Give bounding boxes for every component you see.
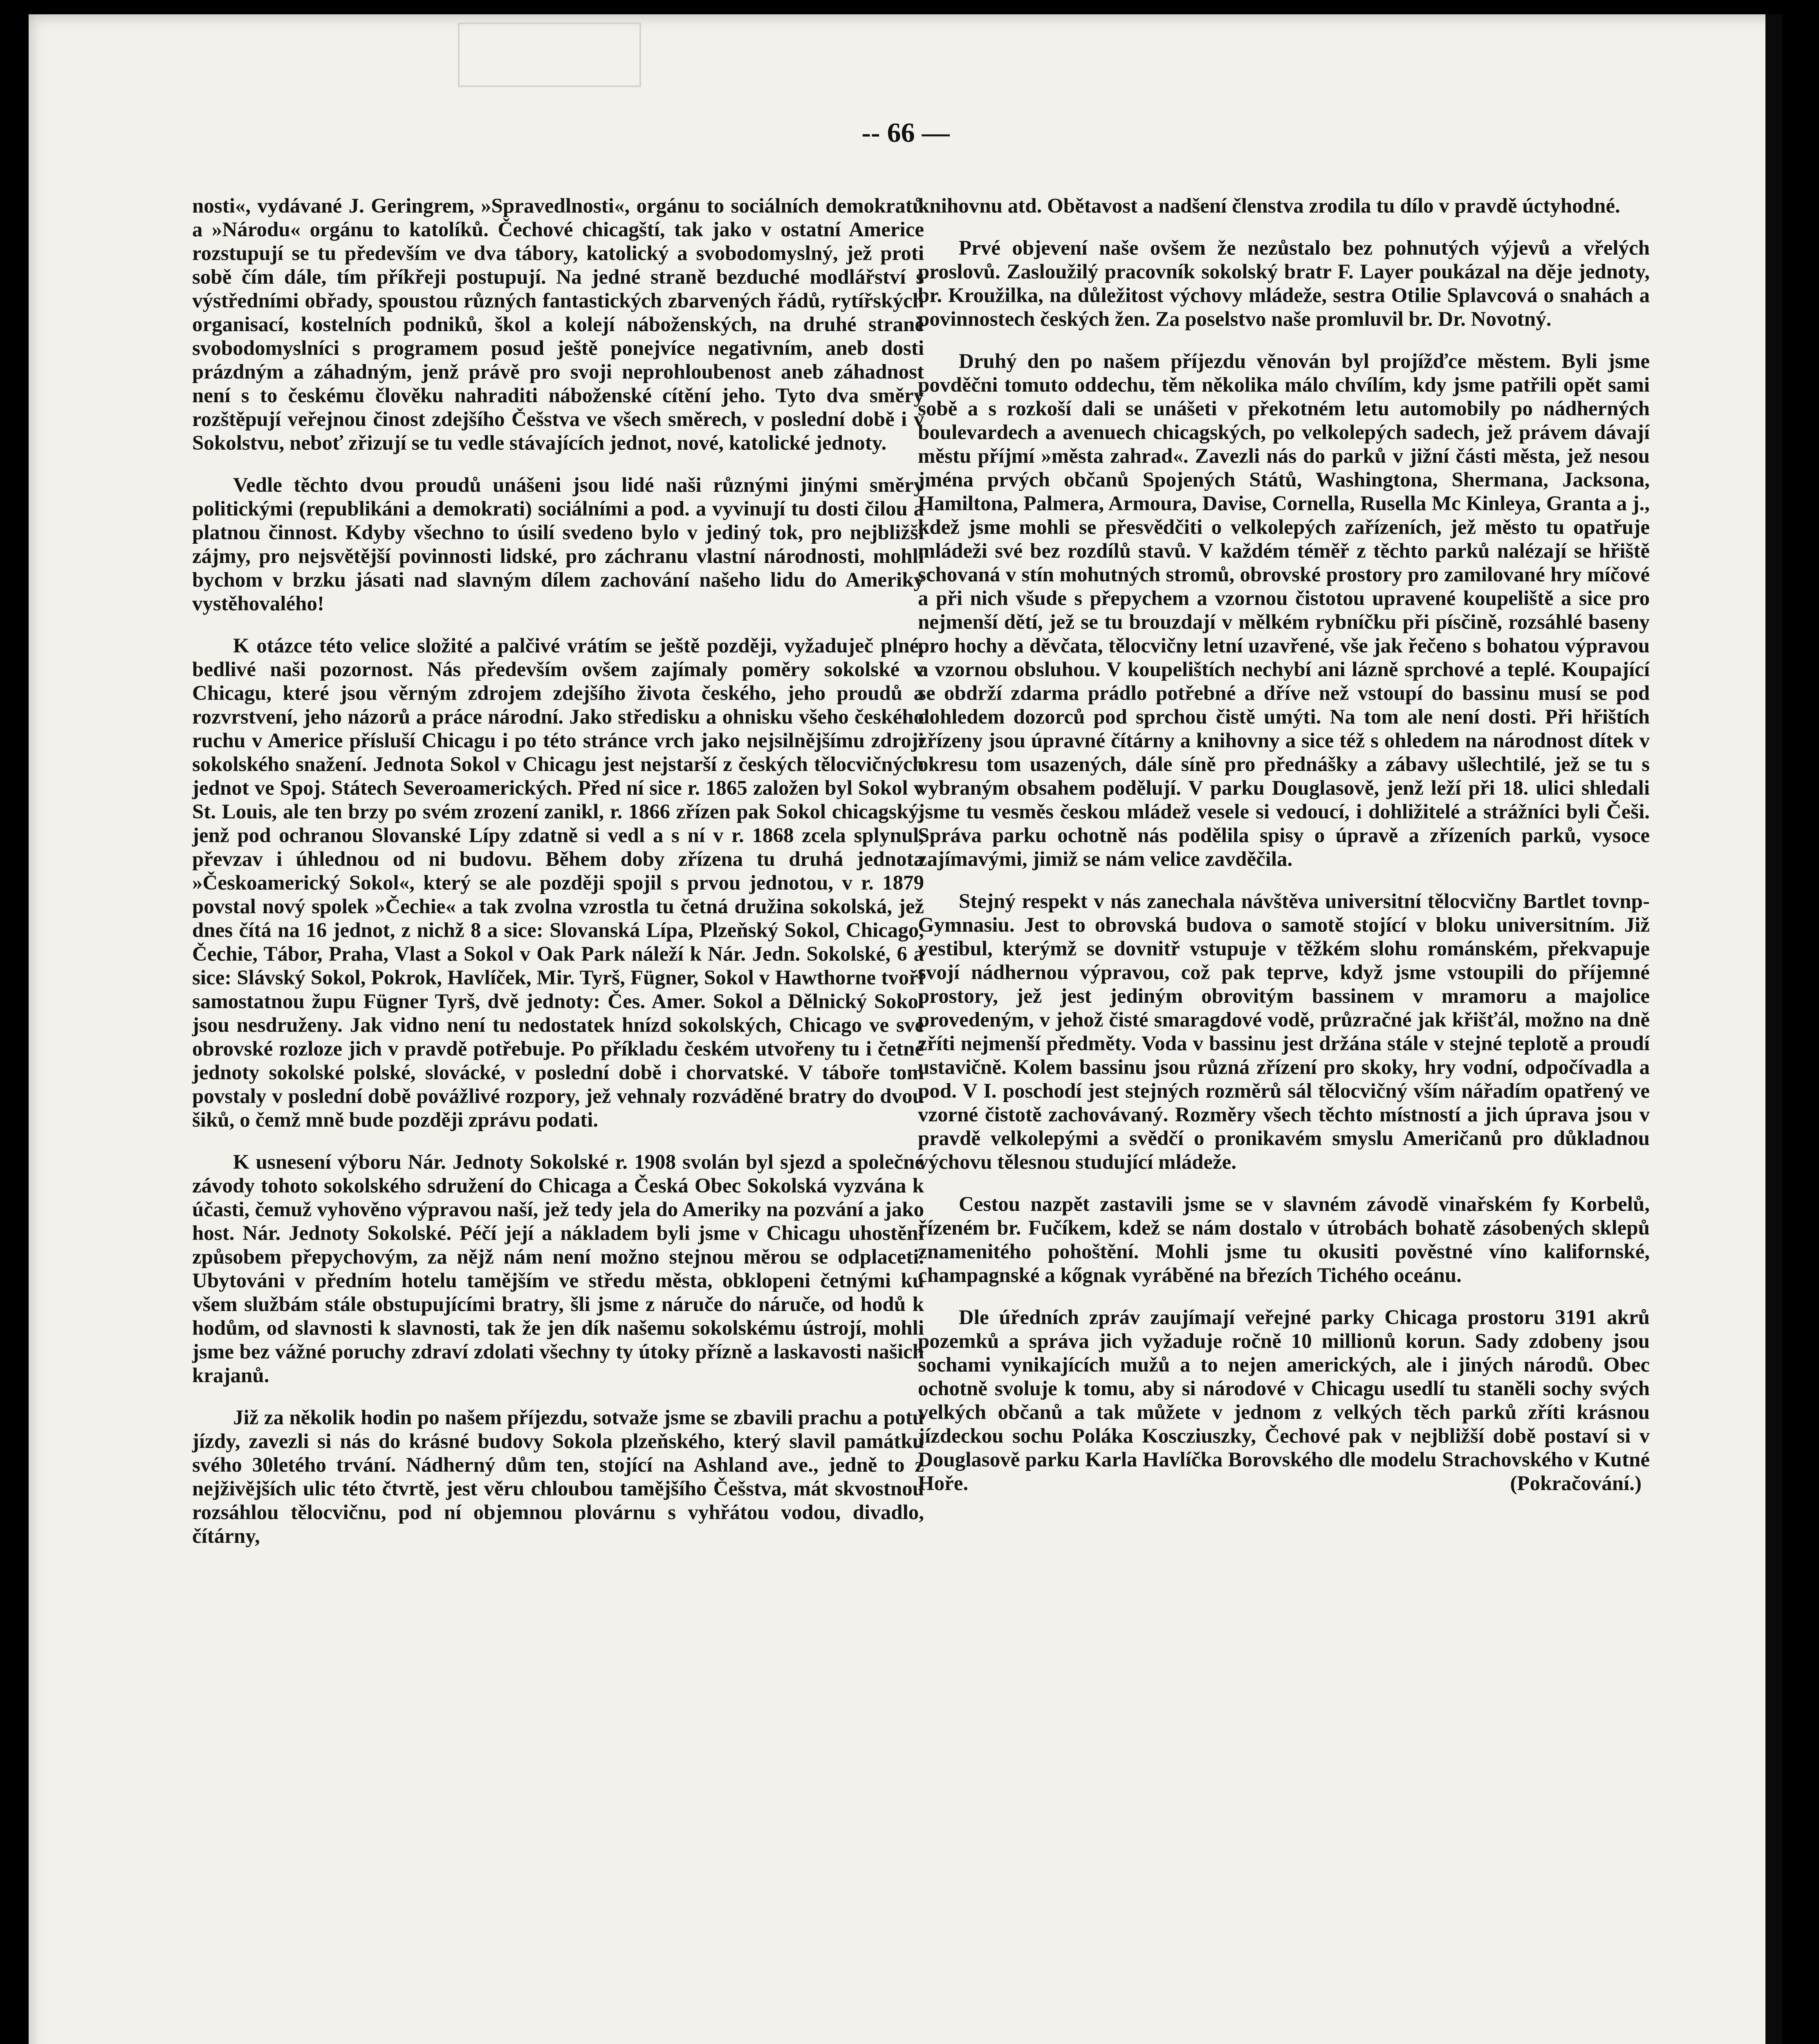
continuation-note: (Pokračování.) xyxy=(1510,1472,1642,1495)
document-page xyxy=(29,14,1783,2044)
paragraph: K usnesení výboru Nár. Jednoty Sokolské r. 1908 svolán byl sjezd a společné závody tohoto sokolského sdružení do Chicaga a Česká Obec Sokolská vyzvána k účasti, čemuž vyhověno výpravou naší, jež tedy jela do Ameriky na pozvání a jako host. Nár. Jednoty Sokolské. Péčí její a nákladem byli jsme v Chicagu uhostění způsobem přepychovým, za nějž nám není možno stejnou měrou se odplaceti. Ubytováni v předním hotelu tamějším ve středu města, obklopeni četnými ku všem službám stále obstupujícími bratry, šli jsme z náruče do náruče, od hodů k hodům, od slavnosti k slavnosti, tak že jen dík našemu sokolskému ústrojí, mohli jsme bez vážné poruchy zdraví zdolati všechny ty útoky přízně a laskavosti našich krajanů. xyxy=(192,1151,924,1387)
paragraph: knihovnu atd. Obětavost a nadšení členstva zrodila tu dílo v pravdě úctyhodné. xyxy=(918,195,1620,217)
paragraph: Cestou nazpět zastavili jsme se v slavném závodě vinařském fy Korbelů, řízeném br. Fučíkem, kdež se nám dostalo v útrobách bohatě zásobených sklepů znamenitého pohoštění. Mohli jsme tu okusiti pověstné víno kalifornské, champagnské a kőgnak vyráběné na březích Tichého oceánu. xyxy=(918,1193,1650,1287)
paragraph: Již za několik hodin po našem příjezdu, sotvaže jsme se zbavili prachu a potu jízdy, zavezli si nás do krásné budovy Sokola plzeňského, který slavil památku svého 30letého trvání. Nádherný dům ten, stojící na Ashland ave., jedně to z nejživějších ulic této čtvrtě, jest věru chloubou tamějšího Češstva, mát skvostnou rozsáhlou tělocvičnu, pod ní objemnou plovárnu s vyhřátou vodou, divadlo, čítárny, xyxy=(192,1406,924,1548)
paragraph: Vedle těchto dvou proudů unášeni jsou lidé naši různými jinými směry politickými (republikáni a demokrati) sociálními a pod. a vyvinují tu dosti čilou a platnou činnost. Kdyby všechno to úsilí svedeno bylo v jediný tok, pro nejbližší zájmy, pro nejsvětější povinnosti lidské, pro záchranu vlastní národnosti, mohli bychom v brzku jásati nad slavným dílem zachování našeho lidu do Ameriky vystěhovalého! xyxy=(192,474,924,615)
faded-stamp xyxy=(458,22,641,87)
paragraph: Druhý den po našem příjezdu věnován byl projížďce městem. Byli jsme povděčni tomuto oddechu, těm několika málo chvílím, kdy jsme patřili opět sami sobě a s rozkoší dali se unášeti v překotném letu automobily po nádherných boulevardech a avenuech chicagských, po velkolepých sadech, jež právem dávají městu příjmí »města zahrad«. Zavezli nás do parků v jižní části města, jež nesou jména prvých občanů Spojených Států, Washingtona, Shermana, Jacksona, Hamiltona, Palmera, Armoura, Davise, Cornella, Rusella Mc Kinleya, Granta a j., kdež jsme mohli se přesvědčiti o velkolepých zařízeních, jež město tu opatřuje mládeži své bez rozdílů stavů. V každém téměř z těchto parků nalézají se hřiště schovaná v stín mohutných stromů, obrovské prostory pro zamilované hry míčové a při nich všude s přepychem a vzornou čistotou upravené koupeliště a sice pro nejmenší dětí, jež se tu brouzdají v mělkém rybníčku při písčině, rozsáhlé baseny pro hochy a děvčata, tělocvičny letní uzavřené, vše jak řečeno s bohatou výpravou a vzornou obsluhou. V koupelištích nechybí ani lázně sprchové a teplé. Koupající se obdrží zdarma prádlo potřebné a dříve než vstoupí do bassinu musí se pod dohledem dozorců pod sprchou čistě umýti. Na tom ale není dosti. Při hřištích zřízeny jsou úpravné čítárny a knihovny a sice též s ohledem na národnost dítek v okresu tom usazených, dále síně pro přednášky a zábavy ušlechtilé, jež se tu s vybraným obsahem podělují. V parku Douglasově, jenž leží při 18. ulici shledali jsme tu vesměs českou mládež vesele si vedoucí, i dohližitelé a strážníci byli Češi. Správa parku ochotně nás podělila spisy o úpravě a zřízeních parků, vysoce zajímavými, jimiž se nám velice zavděčila. xyxy=(918,350,1650,871)
scan-edge xyxy=(1765,14,1783,2044)
paragraph xyxy=(918,1306,1650,1495)
paragraph: nosti«, vydávané J. Geringrem, »Spravedlnosti«, orgánu to sociálních demokratů a »Národu« orgánu to katolíků. Čechové chicagští, tak jako v ostatní Americe rozstupují se tu především ve dva tábory, katolický a svobodomyslný, jež proti sobě čím dále, tím příkřeji postupují. Na jedné straně bezduché modlářství s výstředními obřady, spoustou různých fantastických zbarvených řádů, rytířských organisací, kostelních podniků, škol a kolejí náboženských, na druhé straně svobodomyslníci s programem posud ještě ponejvíce negativním, aneb dosti prázdným a záhadným, jenž právě pro svoji neprohloubenost aneb záhadnost není s to českému člověku nahraditi náboženské cítění jeho. Tyto dva směry rozštěpují veřejnou činost zdejšího Češstva ve všech směrech, v poslední době i v Sokolstvu, neboť zřizují se tu vedle stávajících jednot, nové, katolické jednoty. xyxy=(192,195,924,455)
paragraph-text: Dle úředních zpráv zaujímají veřejné parky Chicaga prostoru 3191 akrů pozemků a správa jich vyžaduje ročně 10 millionů korun. Sady zdobeny jsou sochami vynikajících mužů a to nejen amerických, ale i jiných národů. Obec ochotně svoluje k tomu, aby si národové v Chicagu usedlí tu staněli sochy svých velkých občanů a tak můžete v jednom z velkých těch parků zříti krásnou jízdeckou sochu Poláka Koscziuszky, Čechové pak v nejbližší době postaví si v Douglasově parku Karla Havlíčka Borovského dle modelu Strachovského v Kutné Hoře. xyxy=(918,1306,1650,1495)
left-column xyxy=(192,194,924,1567)
page-number: -- 66 — xyxy=(861,117,950,148)
paragraph: Stejný respekt v nás zanechala návštěva universitní tělocvičny Bartlet tovnp-Gymnasiu. Jest to obrovská budova o samotě stojící v bloku universitním. Již vestibul, kterýmž se dovnitř vstupuje v těžkém slohu románském, překvapuje svojí nádhernou výpravou, což pak teprve, když jsme vstoupili do příjemné prostory, jež jest jediným obrovitým bassinem v mramoru a majolice provedeným, v jehož čisté smaragdové vodě, průzračné jak křišťál, možno na dně zříti nejmenší předměty. Voda v bassinu jest držána stále v stejné teplotě a proudí ustavičně. Kolem bassinu jsou různá zřízení pro skoky, hry vodní, odpočívadla a pod. V I. poschodí jest stejných rozměrů sál tělocvičný vším nářadím opatřený ve vzorné čistotě zachovávaný. Rozměry všech těchto místností a jich úprava jsou v pravdě velkolepými a svědčí o pronikavém smyslu Američanů pro důkladnou výchovu tělesnou studující mládeže. xyxy=(918,890,1650,1174)
paragraph: K otázce této velice složité a palčivé vrátím se ještě později, vyžaduječ plné, bedlivé naši pozornost. Nás především ovšem zajímaly poměry sokolské v Chicagu, které jsou věrným zdrojem zdejšího života českého, jeho proudů a rozvrstvení, jeho názorů a práce národní. Jako středisku a ohnisku všeho českého ruchu v Americe přísluší Chicagu i po této stránce vrch jako nejsilnějšímu zdroji sokolského snažení. Jednota Sokol v Chicagu jest nejstarší z českých tělocvičných jednot ve Spoj. Státech Severoamerických. Před ní sice r. 1865 založen byl Sokol v St. Louis, ale ten brzy po svém zrození zanikl, r. 1866 zřízen pak Sokol chicagský, jenž pod ochranou Slovanské Lípy zdatně si vedl a s ní v r. 1868 zcela splynul, převzav i úhlednou od ni budovu. Během doby zřízena tu druhá jednota »Českoamerický Sokol«, který se ale později spojil s prvou jednotou, v r. 1879 povstal nový spolek »Čechie« a tak zvolna vzrostla tu četná družina sokolská, jež dnes čítá na 16 jednot, z nichž 8 a sice: Slovanská Lípa, Plzeňský Sokol, Chicago, Čechie, Tábor, Praha, Vlast a Sokol v Oak Park náleží k Nár. Jedn. Sokolské, 6 a sice: Slávský Sokol, Pokrok, Havlíček, Mir. Tyrš, Fügner, Sokol v Hawthorne tvoří samostatnou župu Fügner Tyrš, dvě jednoty: Čes. Amer. Sokol a Dělnický Sokol jsou nesdruženy. Jak vidno není tu nedostatek hnízd sokolských, Chicago ve své obrovské rozloze jich v pravdě potřebuje. Po příkladu českém utvořeny tu i četné jednoty sokolské polské, slovácké, v poslední době i chorvatské. V táboře tom povstaly v poslední době povážlivé rozpory, jež vehnaly rozváděné bratry do dvou šiků, o čemž mně bude později zprávu podati. xyxy=(192,634,924,1132)
paragraph: Prvé objevení naše ovšem že nezůstalo bez pohnutých výjevů a vřelých proslovů. Zasloužilý pracovník sokolský bratr F. Layer poukázal na děje jednoty, br. Kroužilka, na důležitost výchovy mládeže, sestra Otilie Splavcová o snahách a povinnostech českých žen. Za poselstvo naše promluvil br. Dr. Novotný. xyxy=(918,237,1650,331)
right-column xyxy=(918,194,1650,1514)
